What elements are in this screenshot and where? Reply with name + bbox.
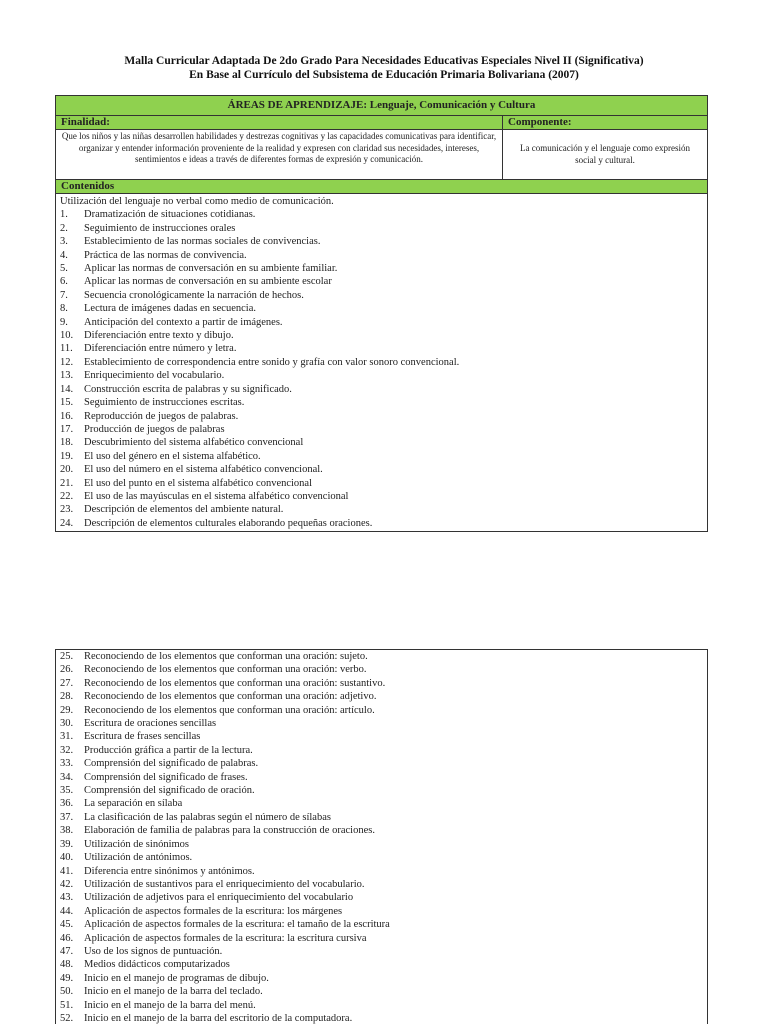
list-item [60, 436, 707, 449]
list-item-text: Aplicación de aspectos formales de la escritura: el tamaño de la escritura [84, 919, 390, 931]
list-item-number: 5. [60, 263, 68, 275]
list-item-number: 31. [60, 731, 74, 743]
list-item-number: 11. [60, 343, 73, 355]
list-item [60, 463, 707, 476]
list-item [60, 918, 707, 931]
list-item [60, 396, 707, 409]
list-item-text: La separación en sílaba [84, 798, 183, 810]
list-item-number: 49. [60, 972, 74, 984]
list-item [60, 972, 707, 985]
list-item-number: 43. [60, 892, 74, 904]
list-item [60, 771, 707, 784]
list-item [60, 744, 707, 757]
list-item [60, 275, 707, 288]
list-item-number: 37. [60, 811, 74, 823]
list-item [60, 1012, 707, 1025]
list-item-text: Utilización de adjetivos para el enriquecimiento del vocabulario [84, 892, 354, 904]
list-item [60, 797, 707, 810]
list-item-number: 10. [60, 330, 74, 342]
list-item [60, 423, 707, 436]
list-item [60, 289, 707, 302]
list-item [60, 851, 707, 864]
list-item-number: 40. [60, 852, 74, 864]
list-item-number: 27. [60, 677, 74, 689]
list-item-text: Diferenciación entre número y letra. [84, 343, 237, 355]
list-item [60, 730, 707, 743]
list-item-number: 35. [60, 785, 74, 797]
list-item-text: Dramatización de situaciones cotidianas. [84, 209, 256, 221]
contenidos-list [56, 194, 707, 531]
list-item [60, 410, 707, 423]
list-item-text: Práctica de las normas de convivencia. [84, 249, 247, 261]
list-item [60, 811, 707, 824]
list-item [60, 757, 707, 770]
list-item-number: 29. [60, 704, 74, 716]
list-item [60, 784, 707, 797]
list-item [60, 945, 707, 958]
list-item-text: El uso del número en el sistema alfabético convencional. [84, 464, 323, 476]
list-item-number: 41. [60, 865, 74, 877]
list-item-text: Diferencia entre sinónimos y antónimos. [84, 865, 255, 877]
list-item-number: 24. [60, 517, 74, 529]
list-item-text: Reconociendo de los elementos que conforman una oración: verbo. [84, 664, 367, 676]
list-item-number: 28. [60, 691, 74, 703]
list-item-text: Inicio en el manejo de la barra del menú. [84, 999, 256, 1011]
list-item [60, 329, 707, 342]
list-item-number: 39. [60, 838, 74, 850]
finalidad-text: Que los niños y las niñas desarrollen habilidades y destrezas cognitivas y las capacidades comunicativas para identificar, organizar y entender información proveniente de la realidad y expresen con claridad sus necesidades, intereses, sentimientos e ideas a través de diferentes formas de expresión y comunicación. [56, 130, 503, 179]
list-item [60, 999, 707, 1012]
list-item [60, 369, 707, 382]
list-item-number: 2. [60, 222, 68, 234]
list-item [60, 222, 707, 235]
list-item-text: Reproducción de juegos de palabras. [84, 410, 239, 422]
list-item-number: 32. [60, 744, 74, 756]
componente-label: Componente: [508, 116, 572, 128]
list-item-text: Comprensión del significado de oración. [84, 785, 255, 797]
list-item-text: Medios didácticos computarizados [84, 959, 230, 971]
finalidad-label: Finalidad: [56, 116, 503, 129]
title-line-1: Malla Curricular Adaptada De 2do Grado Para Necesidades Educativas Especiales Nivel II (Significativa) [124, 55, 644, 67]
list-item-number: 13. [60, 370, 74, 382]
list-item-text: Escritura de oraciones sencillas [84, 718, 217, 730]
list-item-number: 47. [60, 945, 74, 957]
list-item-text: Reconociendo de los elementos que conforman una oración: sustantivo. [84, 677, 386, 689]
componente-text: La comunicación y el lenguaje como expresión social y cultural. [520, 142, 690, 165]
list-item-number: 30. [60, 718, 74, 730]
list-item-text: Utilización de sinónimos [84, 838, 189, 850]
finalidad-componente-row [56, 130, 707, 180]
list-item-text: Seguimiento de instrucciones escritas. [84, 397, 245, 409]
list-item-text: Elaboración de familia de palabras para la construcción de oraciones. [84, 825, 375, 837]
list-item-number: 42. [60, 878, 74, 890]
list-item-number: 48. [60, 959, 74, 971]
list-item-text: El uso del punto en el sistema alfabético convencional [84, 477, 313, 489]
list-item-number: 6. [60, 276, 68, 288]
list-item-text: Lectura de imágenes dadas en secuencia. [84, 303, 256, 315]
list-item-number: 51. [60, 999, 74, 1011]
list-item [60, 677, 707, 690]
list-item-text: Secuencia cronológicamente la narración de hechos. [84, 289, 304, 301]
list-item-text: Producción de juegos de palabras [84, 423, 225, 435]
list-item [60, 316, 707, 329]
list-item-text: Escritura de frases sencillas [84, 731, 201, 743]
list-item-number: 50. [60, 986, 74, 998]
list-item [60, 985, 707, 998]
list-item-text: El uso de las mayúsculas en el sistema alfabético convencional [84, 490, 349, 502]
list-item-text: Construcción escrita de palabras y su significado. [84, 383, 292, 395]
list-item [60, 690, 707, 703]
list-item-number: 23. [60, 504, 74, 516]
list-item-text: Reconociendo de los elementos que conforman una oración: sujeto. [84, 651, 368, 662]
list-item-text: El uso del género en el sistema alfabético. [84, 450, 261, 462]
list-item-text: Diferenciación entre texto y dibujo. [84, 330, 234, 342]
list-item-text: Inicio en el manejo de la barra del teclado. [84, 986, 263, 998]
list-item-text: Descripción de elementos del ambiente natural. [84, 504, 284, 516]
list-item-number: 8. [60, 303, 68, 315]
list-item [60, 342, 707, 355]
list-item-text: Inicio en el manejo de la barra del escritorio de la computadora. [84, 1012, 353, 1024]
list-item-text: Reconociendo de los elementos que conforman una oración: artículo. [84, 704, 375, 716]
list-item-number: 33. [60, 758, 74, 770]
list-item-number: 1. [60, 209, 68, 221]
list-item [60, 878, 707, 891]
list-item-number: 15. [60, 397, 74, 409]
list-item-text: Comprensión del significado de frases. [84, 771, 248, 783]
list-item-number: 4. [60, 249, 68, 261]
list-item-text: Inicio en el manejo de programas de dibujo. [84, 972, 269, 984]
list-item [60, 824, 707, 837]
list-item [60, 490, 707, 503]
list-item-text: Seguimiento de instrucciones orales [84, 222, 236, 234]
list-item-number: 7. [60, 289, 68, 301]
list-item-text: Aplicación de aspectos formales de la escritura: los márgenes [84, 905, 343, 917]
list-item [60, 704, 707, 717]
list-item-text: Uso de los signos de puntuación. [84, 945, 223, 957]
list-item-number: 18. [60, 437, 74, 449]
curriculum-table-continued [55, 649, 708, 1024]
list-item-number: 21. [60, 477, 74, 489]
list-item [60, 663, 707, 676]
list-item-text: Anticipación del contexto a partir de imágenes. [84, 316, 283, 328]
list-item-text: Establecimiento de correspondencia entre sonido y grafía con valor sonoro convencional. [84, 356, 460, 368]
contenidos-header: Contenidos [56, 180, 707, 194]
list-item-number: 3. [60, 236, 68, 248]
list-item [60, 383, 707, 396]
list-item-text: Aplicar las normas de conversación en su ambiente familiar. [84, 263, 338, 275]
list-item-number: 9. [60, 316, 68, 328]
list-item-number: 19. [60, 450, 74, 462]
list-item [60, 891, 707, 904]
list-item-number: 46. [60, 932, 74, 944]
list-item [60, 356, 707, 369]
list-item-text: Descripción de elementos culturales elaborando pequeñas oraciones. [84, 517, 373, 529]
list-item-text: Aplicar las normas de conversación en su ambiente escolar [84, 276, 332, 288]
list-item-number: 44. [60, 905, 74, 917]
list-item [60, 503, 707, 516]
list-item [60, 717, 707, 730]
list-item [60, 262, 707, 275]
finalidad-componente-header [56, 116, 707, 130]
list-item [60, 450, 707, 463]
list-item [60, 932, 707, 945]
list-item-text: Aplicación de aspectos formales de la escritura: la escritura cursiva [84, 932, 367, 944]
list-item-number: 38. [60, 825, 74, 837]
curriculum-table [55, 95, 708, 532]
list-item [60, 249, 707, 262]
contenidos-list-continued [56, 650, 707, 1026]
list-item [60, 302, 707, 315]
list-item-text: Enriquecimiento del vocabulario. [84, 370, 225, 382]
list-item [60, 517, 707, 530]
list-item-number: 14. [60, 383, 74, 395]
list-item [60, 235, 707, 248]
list-item-text: Comprensión del significado de palabras. [84, 758, 259, 770]
list-item-text: Producción gráfica a partir de la lectura. [84, 744, 253, 756]
document-title [0, 55, 768, 82]
list-item-number: 34. [60, 771, 74, 783]
list-item-number: 20. [60, 464, 74, 476]
list-item-number: 16. [60, 410, 74, 422]
list-item [60, 650, 707, 663]
list-item [60, 838, 707, 851]
list-item-text: Utilización de sustantivos para el enriquecimiento del vocabulario. [84, 878, 365, 890]
list-item-text: Descubrimiento del sistema alfabético convencional [84, 437, 304, 449]
list-item-number: 45. [60, 919, 74, 931]
list-item-number: 17. [60, 423, 74, 435]
list-item-number: 22. [60, 490, 74, 502]
list-item-number: 36. [60, 798, 74, 810]
list-item-text: Reconociendo de los elementos que conforman una oración: adjetivo. [84, 691, 377, 703]
contenidos-intro: Utilización del lenguaje no verbal como medio de comunicación. [60, 196, 334, 207]
list-item-text: La clasificación de las palabras según el número de sílabas [84, 811, 331, 823]
title-line-2: En Base al Currículo del Subsistema de Educación Primaria Bolivariana (2007) [189, 68, 579, 81]
list-item-number: 26. [60, 664, 74, 676]
list-item-number: 12. [60, 356, 74, 368]
list-item-text: Utilización de antónimos. [84, 852, 193, 864]
list-item [60, 958, 707, 971]
list-item-number: 25. [60, 651, 74, 662]
list-item [60, 865, 707, 878]
list-item-text: Establecimiento de las normas sociales de convivencias. [84, 236, 321, 248]
list-item [60, 208, 707, 221]
areas-header: ÁREAS DE APRENDIZAJE: Lenguaje, Comunicación y Cultura [56, 96, 707, 116]
list-item [60, 905, 707, 918]
list-item [60, 477, 707, 490]
list-item-number: 52. [60, 1012, 74, 1024]
